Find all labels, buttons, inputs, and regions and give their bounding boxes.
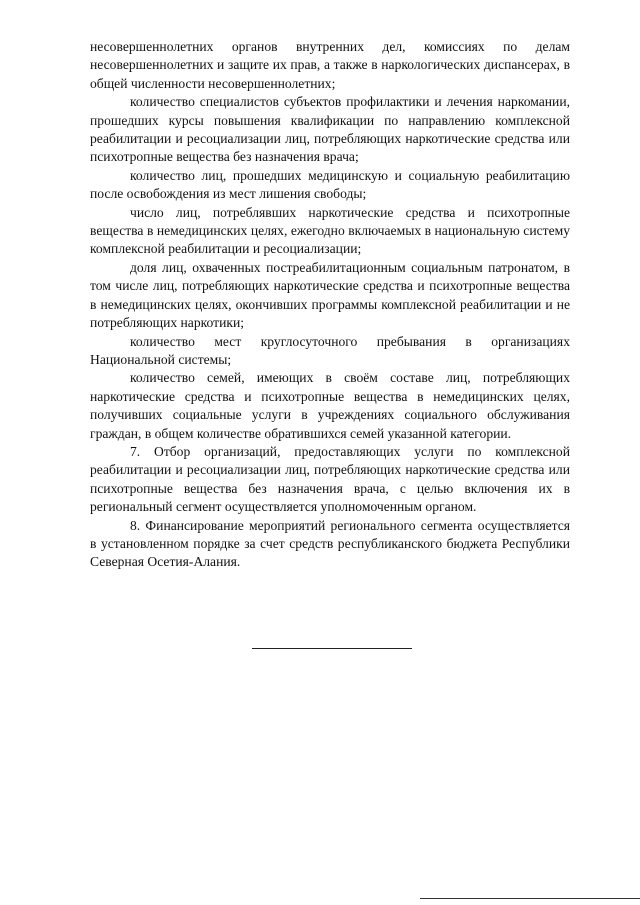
paragraph-6: количество мест круглосуточного пребывания в организациях Национальной системы; bbox=[90, 333, 570, 367]
end-of-document-rule bbox=[252, 648, 412, 649]
footer-rule bbox=[420, 898, 640, 899]
paragraph-5: доля лиц, охваченных постреабилитационным социальным патронатом, в том числе лиц, потребляющих наркотические средства и психотропные вещества в немедицинских целях, окончивших программы комплексной реабилитации и не потребляющих наркотики; bbox=[90, 259, 570, 331]
paragraph-4: число лиц, потреблявших наркотические средства и психотропные вещества в немедицинских целях, ежегодно включаемых в национальную систему комплексной реабилитации и ресоциализации; bbox=[90, 204, 570, 257]
paragraph-2: количество специалистов субъектов профилактики и лечения наркомании, прошедших курсы повышения квалификации по направлению комплексной реабилитации и ресоциализации лиц, потребляющих наркотические средства или психотропные вещества без назначения врача; bbox=[90, 94, 570, 165]
paragraph-3: количество лиц, прошедших медицинскую и социальную реабилитацию после освобождения из мест лишения свободы; bbox=[90, 167, 570, 202]
paragraph-8: 7. Отбор организаций, предоставляющих услуги по комплексной реабилитации и ресоциализации лиц, потребляющих наркотические средства или психотропные вещества без назначения врача, с целью включения их в региональный сегмент осуществляется уполномоченным органом. bbox=[90, 443, 570, 515]
paragraph-9: 8. Финансирование мероприятий регионального сегмента осуществляется в установленном порядке за счет средств республиканского бюджета Республики Северная Осетия-Алания. bbox=[90, 517, 570, 570]
paragraph-1: несовершеннолетних органов внутренних дел, комиссиях по делам несовершеннолетних и защите их прав, а также в наркологических диспансерах, в общей численности несовершеннолетних; bbox=[90, 39, 570, 91]
document-body bbox=[90, 38, 570, 572]
paragraph-7: количество семей, имеющих в своём составе лиц, потребляющих наркотические средства и психотропные вещества в немедицинских целях, получивших социальные услуги в учреждениях социального обслуживания граждан, в общем количестве обратившихся семей указанной категории. bbox=[90, 370, 570, 441]
